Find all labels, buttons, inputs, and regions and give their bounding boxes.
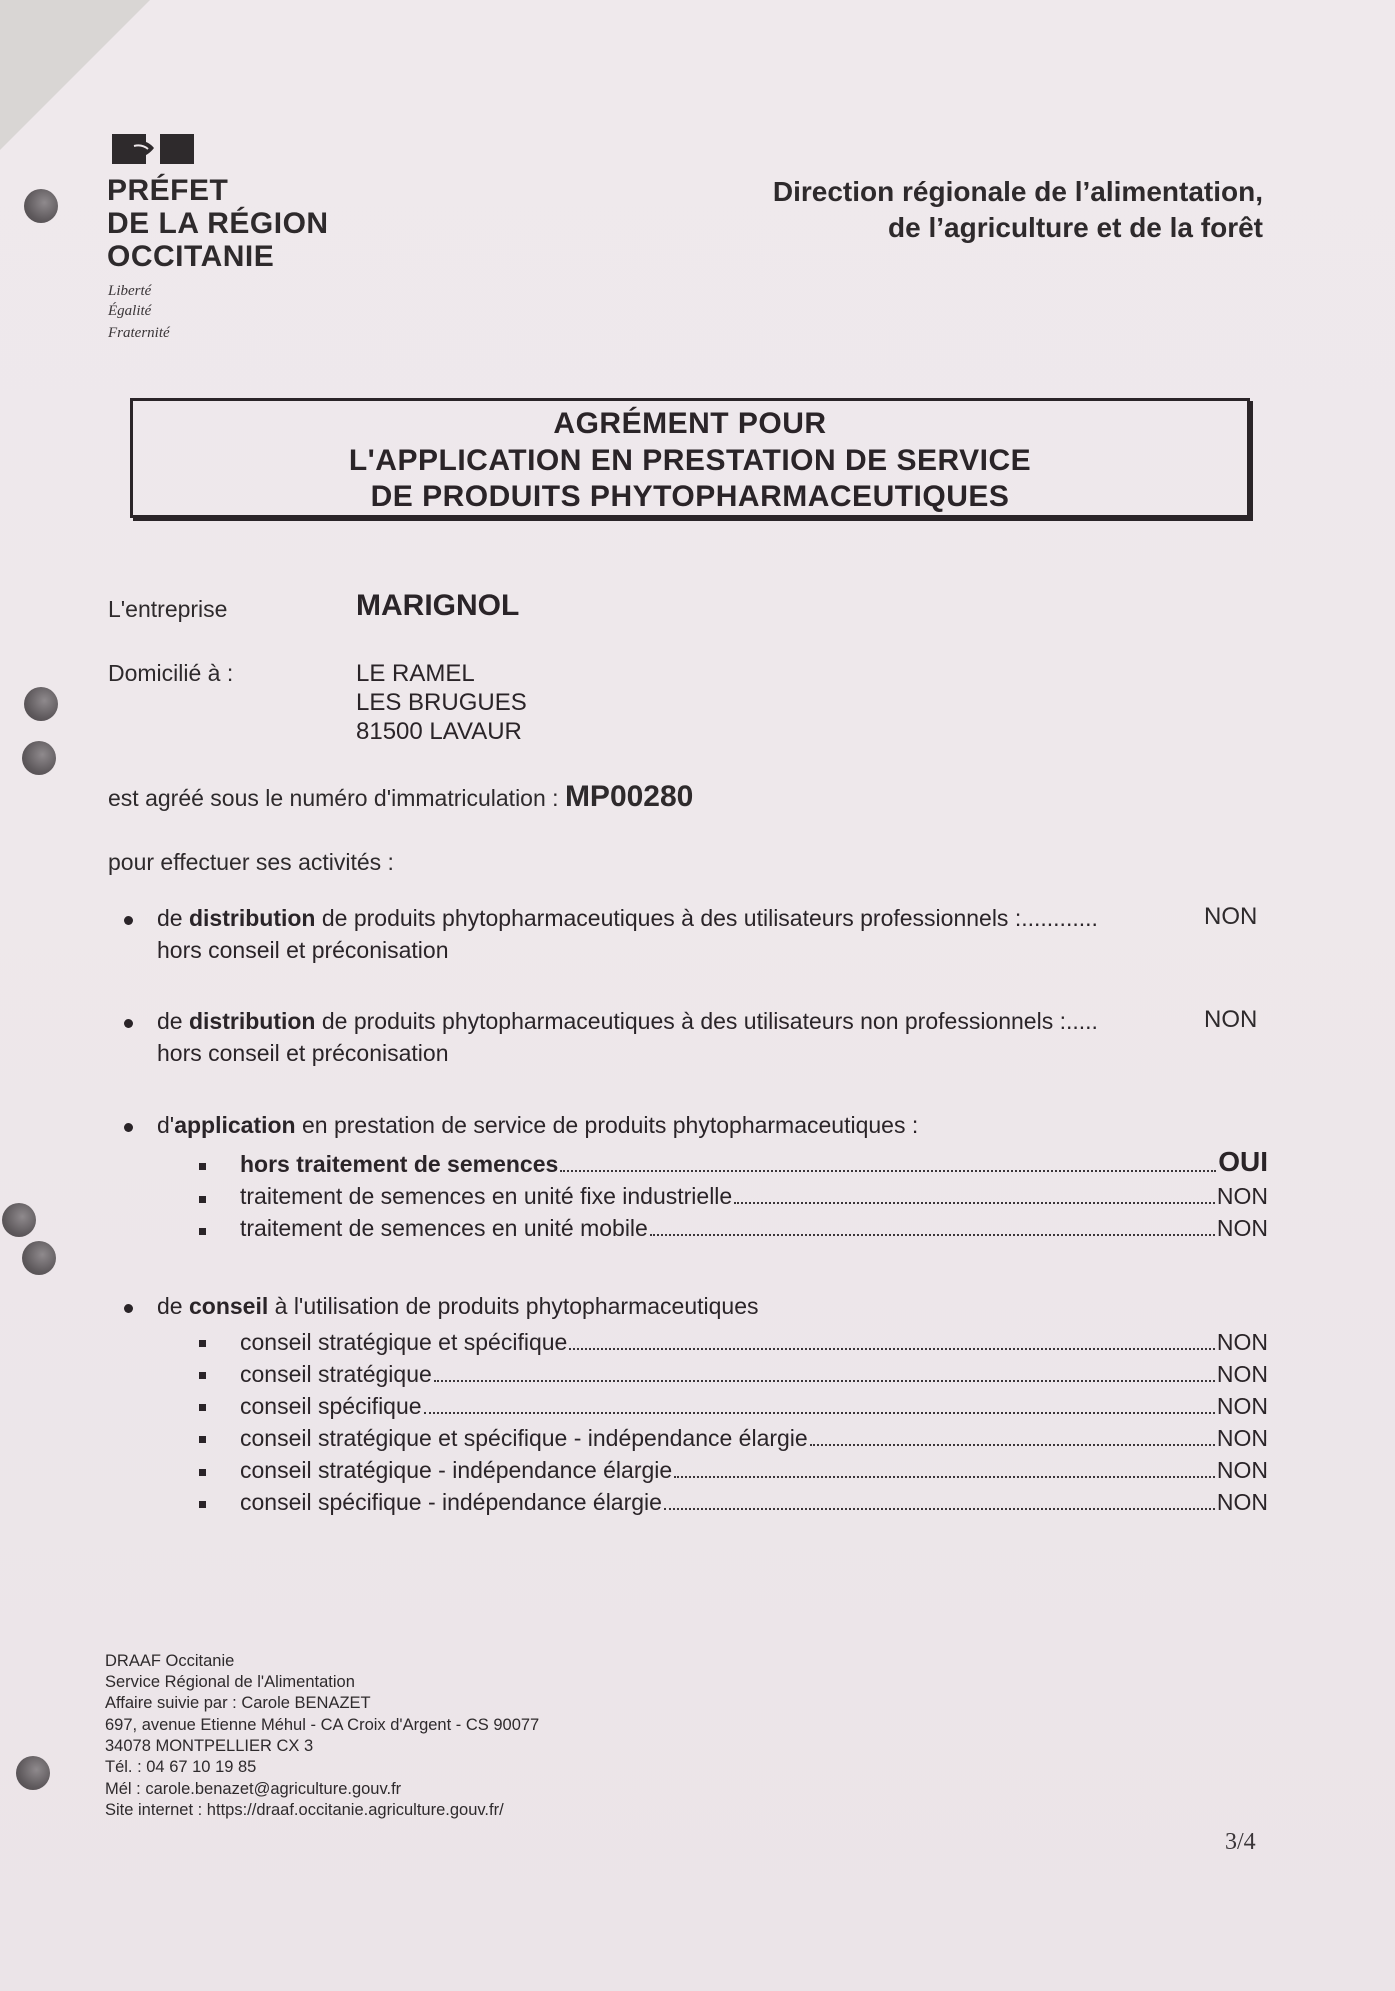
square-bullet-icon (199, 1340, 206, 1347)
conseil-item-value: NON (1216, 1425, 1268, 1451)
application-item-label: traitement de semences en unité fixe industrielle (240, 1183, 733, 1209)
registration-number: MP00280 (564, 780, 694, 813)
motto-fraternite: Fraternité (108, 325, 170, 341)
application-item-row (240, 1180, 1268, 1210)
conseil-item-value: NON (1216, 1457, 1268, 1483)
text: de produits phytopharmaceutiques à des utilisateurs non professionnels :..... (315, 1008, 1098, 1034)
conseil-item-row (240, 1422, 1268, 1452)
address-label: Domicilié à : (108, 660, 234, 686)
title-line-3: DE PRODUITS PHYTOPHARMACEUTIQUES (370, 480, 1010, 513)
conseil-item-label: conseil stratégique (240, 1361, 432, 1387)
activities-intro: pour effectuer ses activités : (108, 849, 394, 875)
registration-line (108, 780, 693, 814)
title-box (130, 398, 1250, 518)
conseil-item-label: conseil stratégique et spécifique (240, 1329, 568, 1355)
leader-dots (560, 1169, 1216, 1172)
bullet-icon (124, 1019, 133, 1028)
footer-line: Mél : carole.benazet@agriculture.gouv.fr (105, 1780, 402, 1798)
square-bullet-icon (199, 1372, 206, 1379)
application-item-row (240, 1148, 1268, 1178)
text-bold: application (174, 1112, 296, 1138)
leader-dots (650, 1233, 1215, 1236)
leader-dots (664, 1507, 1215, 1510)
punch-hole (22, 1241, 56, 1275)
motto-liberte: Liberté (108, 283, 152, 299)
distribution-pro-line (157, 905, 1098, 932)
distribution-nonpro-value: NON (1204, 1006, 1258, 1033)
square-bullet-icon (199, 1404, 206, 1411)
text: de (157, 905, 189, 931)
text: d' (157, 1112, 175, 1138)
leader-dots (810, 1443, 1215, 1446)
address-line-3: 81500 LAVAUR (356, 718, 522, 745)
distribution-nonpro-sub: hors conseil et préconisation (157, 1040, 449, 1066)
punch-hole (16, 1756, 50, 1790)
leader-dots (434, 1379, 1215, 1382)
square-bullet-icon (199, 1501, 206, 1508)
bullet-icon (124, 1123, 133, 1132)
conseil-item-row (240, 1326, 1268, 1356)
footer-line: Affaire suivie par : Carole BENAZET (105, 1694, 371, 1712)
text-bold: conseil (188, 1293, 269, 1319)
application-item-value: OUI (1218, 1146, 1268, 1177)
leader-dots (674, 1475, 1215, 1478)
conseil-item-label: conseil spécifique (240, 1393, 422, 1419)
leader-dots (734, 1201, 1215, 1204)
bullet-icon (124, 1304, 133, 1313)
application-item-label: hors traitement de semences (240, 1151, 559, 1177)
distribution-pro-value: NON (1204, 903, 1258, 930)
prefet-line-3: OCCITANIE (107, 240, 275, 273)
title-line-1: AGRÉMENT POUR (553, 407, 827, 440)
punch-hole (24, 687, 58, 721)
conseil-item-row (240, 1390, 1268, 1420)
punch-hole (24, 189, 58, 223)
conseil-item-label: conseil stratégique - indépendance élargie (240, 1457, 673, 1483)
direction-line-1: Direction régionale de l’alimentation, (772, 176, 1263, 207)
footer-line: DRAAF Occitanie (105, 1652, 235, 1670)
application-item-label: traitement de semences en unité mobile (240, 1215, 648, 1241)
prefet-line-1: PRÉFET (107, 174, 229, 207)
conseil-item-label: conseil stratégique et spécifique - indépendance élargie (240, 1425, 808, 1451)
text-bold: distribution (188, 1008, 316, 1034)
conseil-item-value: NON (1216, 1393, 1268, 1419)
conseil-item-row (240, 1358, 1268, 1388)
conseil-item-label: conseil spécifique - indépendance élargie (240, 1489, 662, 1515)
square-bullet-icon (199, 1163, 206, 1170)
conseil-line (157, 1293, 759, 1320)
footer-line: 34078 MONTPELLIER CX 3 (105, 1737, 314, 1755)
footer-line: Tél. : 04 67 10 19 85 (105, 1758, 257, 1776)
punch-hole (22, 741, 56, 775)
footer-line: Service Régional de l'Alimentation (105, 1673, 355, 1691)
conseil-item-value: NON (1216, 1329, 1268, 1355)
marianne-logo-icon (112, 134, 194, 164)
distribution-pro-sub: hors conseil et préconisation (157, 937, 449, 963)
registration-text: est agréé sous le numéro d'immatriculation : (108, 785, 565, 811)
square-bullet-icon (199, 1196, 206, 1203)
square-bullet-icon (199, 1469, 206, 1476)
application-item-value: NON (1216, 1183, 1268, 1209)
conseil-item-row (240, 1486, 1268, 1516)
motto-egalite: Égalité (108, 303, 152, 319)
company-name: MARIGNOL (356, 589, 520, 622)
text: de (157, 1293, 189, 1319)
square-bullet-icon (199, 1436, 206, 1443)
bullet-icon (124, 916, 133, 925)
text: de produits phytopharmaceutiques à des utilisateurs professionnels :............ (315, 905, 1098, 931)
text: en prestation de service de produits phytopharmaceutiques : (295, 1112, 919, 1138)
application-item-row (240, 1212, 1268, 1242)
direction-line-2: de l’agriculture et de la forêt (888, 212, 1263, 243)
conseil-item-value: NON (1216, 1489, 1268, 1515)
distribution-nonpro-line (157, 1008, 1098, 1035)
text: de (157, 1008, 189, 1034)
text: à l'utilisation de produits phytopharmaceutiques (268, 1293, 759, 1319)
punch-hole (2, 1203, 36, 1237)
text-bold: distribution (188, 905, 316, 931)
application-item-value: NON (1216, 1215, 1268, 1241)
address-line-2: LES BRUGUES (356, 689, 527, 716)
folded-corner (0, 0, 150, 150)
application-line (157, 1112, 918, 1139)
leader-dots (569, 1347, 1215, 1350)
leader-dots (424, 1411, 1215, 1414)
title-line-2: L'APPLICATION EN PRESTATION DE SERVICE (348, 444, 1032, 477)
page-number: 3/4 (1225, 1829, 1256, 1855)
prefet-line-2: DE LA RÉGION (107, 207, 329, 240)
conseil-item-row (240, 1454, 1268, 1484)
conseil-item-value: NON (1216, 1361, 1268, 1387)
company-label: L'entreprise (108, 596, 228, 622)
address-line-1: LE RAMEL (356, 660, 475, 687)
square-bullet-icon (199, 1228, 206, 1235)
footer-line: 697, avenue Etienne Méhul - CA Croix d'Argent - CS 90077 (105, 1716, 540, 1734)
footer-line: Site internet : https://draaf.occitanie.agriculture.gouv.fr/ (105, 1801, 504, 1819)
